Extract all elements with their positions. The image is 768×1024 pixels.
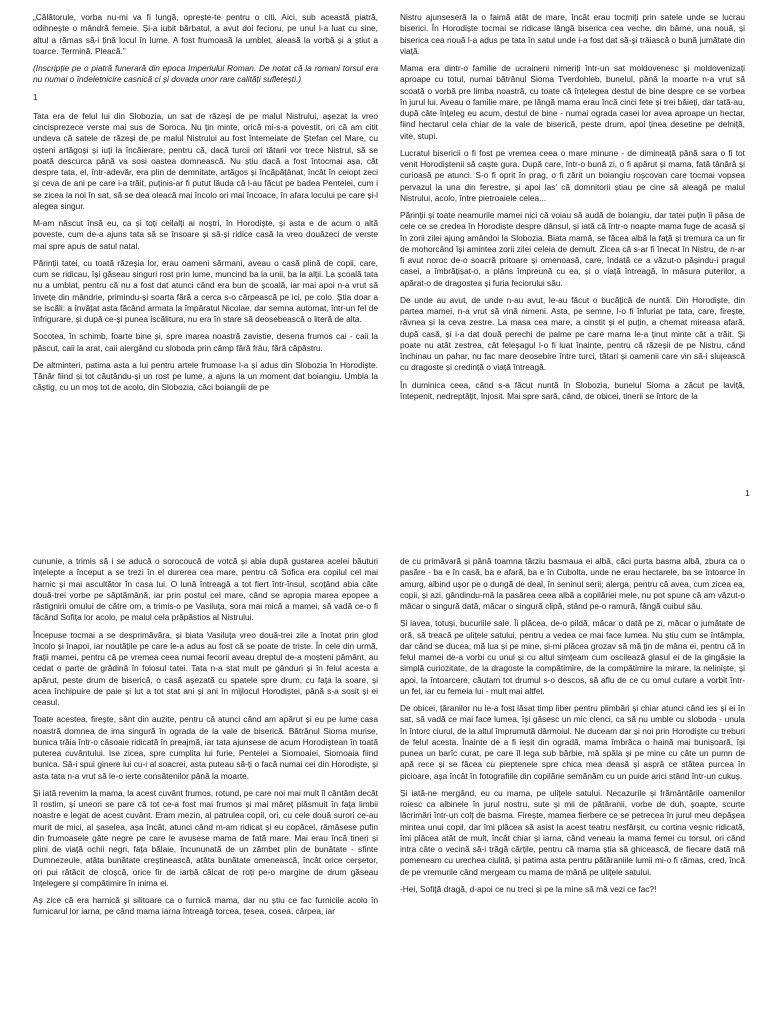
paragraph: Părinții tatei, cu toată răzeșia lor, erau oameni sărmani, aveau o casă plină de copii, care, cum se ridicau, își găseau singuri rost prin lume, muncind ba la unii, ba la alții. La școală tata nu a umblat, pentru că nu a fost dat atunci când era bun de școală, iar mai apoi n-a vrut să învețe din mândrie, primindu-și soarta fără a cerca s-o cârpească pe ici, pe colo. Știa doar a se iscăli: a învățat asta făcând armata la împăratul Nicolae, dar semna automat, într-un fel de înfrigurare, și după ce-și punea iscălitura, nu era în stare să deosebească o literă de alta. bbox=[33, 257, 378, 324]
paragraph: Mama era dintr-o familie de ucraineni nimeriți într-un sat moldovenesc și moldovenizați aproape cu totul, numai bătrânul Sioma Tverdohleb, bunelul, până la moarte n-a vrut să scoată o vorbă pre limba noastră, cu toate că înțelegea destul de bine despre ce se vorbea în jurul lui. Aveau o familie mare, pe lângă mama erau încă cinci fete și trei băieți, dar tată-au, după câte înțeleg eu acum, destul de bine - numai ograda casei lor avea aproape un hectar, fiind hectarul cela chiar de la vale de biserică, peste drum, apoi ținea desetine pe delniță, vite, stupi. bbox=[400, 63, 745, 141]
paragraph: De unde au avut, de unde n-au avut, le-au făcut o bucățică de nuntă. Din Horodiște, din partea mamei, n-a vrut să vină nimeni. Asta, pe semne, l-o fi înfuriat pe tata, care, firește, râvnea și la ceva zestre. La masa cea mare, a cinstit și el puțin, a chemat mireasa afară, după casă, și i-a dat două perechi de palme pe care mama le-a ținut minte cât a trăit. Și poate nu atât zestrea, cât feleșagul l-o fi luat înainte, pentru că răzeșii de pe Nistru, când închinau un pahar, nu fac mare deosebire între turci, tătari și oamenii care vin să-i slujească cu dragoste și credință o viață întreagă. bbox=[400, 294, 745, 373]
page-number: 1 bbox=[33, 91, 38, 102]
paragraph: -Hei, Sofiță dragă, d-apoi ce nu treci și pe la mine să mă vezi ce fac?! bbox=[400, 883, 657, 894]
paragraph: Nistru ajunseseră la o faimă atât de mare, încât erau tocmiți prin satele unde se lucrau biserici. În Horodiște tocmai se ridicase lângă biserica cea veche, din bârne, una nouă, și biserica cea nouă l-a adus pe tata în satul unde i-a fost dat să-și trăiască o bună jumătate din viață. bbox=[400, 12, 745, 56]
paragraph: Și iată-ne mergând, eu cu mama, pe ulițele satului. Necazurile și frământările oamenilor roiesc ca albinele în jurul nostru, sute și mii de pătăranii, vorbe de duh, șoapte, scurte lăcrimări într-un colț de basma. Firește, mamea fierbere ce se petrecea în jurul meu depășea mintea unui copil, dar îmi plăcea să asist la acest teatru nesfârșit, cu cortina veșnic ridicată, îmi plăcea atât de mult, încât chiar și iarna, când veneau la mama femei cu torsul, ori când intra câte o vecină să-i trăgă cărțile, pentru că mama știa să ghicească, de fiecare dată mă pomeneam cu urechea ciulită, și patima asta pentru pătăraniile lumii mi-o fi rămas, cred, încă de pe vremurile când mergeam cu mama de mână pe ulițele satului. bbox=[400, 787, 745, 877]
paragraph: Socotea, în schimb, foarte bine și, spre marea noastră zavistie, desena frumos cai - caii la păscut, caii la arat, caii alergând cu sloboda prin câmp fără frâu, fără căpăstru. bbox=[33, 331, 378, 353]
paragraph: De altminteri, patima asta a lui pentru artele frumoase l-a și adus din Slobozia în Horodiște. Tânăr fiind și tot căutându-și un rost pe lume, a ajuns la un moment dat boiangiu. Umbla la căștig, cu un moș tot de acolo, din Slobozia, căci boiangiii de pe bbox=[33, 359, 378, 393]
paragraph: Aș zice că era harnică și silitoare ca o furnică mama, dar nu știu ce fac furnicile acolo în furnicarul lor iarna, pe când mama iarna întreagă torcea, țesea, cosea, cârpea, iar bbox=[33, 895, 378, 917]
paragraph: de cu primăvară și până toamna târziu basmaua ei albă, căci purta basma albă, zbura ca o pasăre - ba e în casă, ba e afară, ba e în Cubolta, unde ne erau hectarele, ba se întoarce în amurg, albind ușor pe o dungă de deal, în seninul serii; alerga, pentru că avea, cum zicea ea, copii, și azi, gândindu-mă la pasărea ceea albă a copilăriei mele, nu pot spune că am văzut-o măcar o singură dată, măcar o singură clipă, stând pe-o ramură, fângă cuibul său. bbox=[400, 556, 745, 611]
paragraph: Și iată revenim la mama, la acest cuvânt frumos, rotund, pe care noi mai mult îl cântăm decât îl rostim, și uneori se pare că tot ce-a fost mai frumos și mai măreț plăsmuit în fața limbii noastre e legat de acest cuvânt. Eram mezin, al patrulea copil, ori, cu cele două surori ce-au murit de mici, al șaselea, așa încât, atunci când m-am ridicat și eu copăcel, rămăsese pufin din frumoasele gâte negre pe care le avusese mama de fată mare. Mai erau încă tineri și plini de viață ochii negri, fața bălaie, încununată de un zâmbet plin de bunătate - sfinte Dumnezeule, atâta bunătate creștinească, atâta bunătate omenească, încât orice cerșetor, ori pui rătăcit de cloșcă, orice fir de iarbă călcat de roți pe-o margine de drum găseau înțelegere și compătimire în inima ei. bbox=[33, 787, 378, 888]
paragraph: Și iavea, totuși, bucuriile sale. Îi plăcea, de-o pildă, măcar o dată pe zi, măcar o jumătate de oră, să treacă pe ulițele satului, pentru a vedea ce mai face lumea. Nu știu cum se întâmpla, dar când se ducea, mă lua și pe mine, și-mi plăcea grozav să mă țin de mâna ei, pentru că în felul mamei de-a vorbi cu unul și cu altul simțeam cum oscilează glasul ei de la gingășie la simplă curiozitate, de la dragoste la compătimire, de la compătimire la mirare, la neliniște, și apoi, la întoarcere, căutam tot drumul s-o descos, să aflu de ce cu omul cutare a vorbit într-un fel, iar cu femeia lui - mult mai altfel. bbox=[400, 618, 745, 696]
paragraph: Începuse tocmai a se desprimăvăra, și biata Vasiluța vreo două-trei zile a înotat prin glod încolo și înapoi, iar noutățile pe care le-a adus au fost că se poate de triste. În cele din urmă, frații mamei, pentru că pe vremea ceea numai fecorii aveau dreptul de-a moșteni pământ, au cedat o parte de grădină în folosul tatei. Tata n-a stat mult pe gânduri și în felul acesta a apărut, peste drum de biserică, o casă așezată cu spatele spre drum, cu fața la soare, și acea închipuire de paie și lut a tot stat ani și ani în mijlocul Horodiștei, până s-a sosit și ei ceasul. bbox=[33, 629, 378, 707]
epigraph: „Călătorule, vorba nu-mi va fi lungă, oprește-te pentru o citi. Aici, sub această piatră, odihnește o mândră femeie. Și-a iubit bărbatul, a avut doi fecioru, pe unul l-a luat cu sine, altul a rămas să-i țină locul în lume. A fost frumoasă la umblet, aleasă la vorbă și a știut a toarce. Termină. Pleacă.” bbox=[33, 12, 378, 56]
epigraph-note: (Inscripție pe o piatră funerară din epoca Imperiului Roman. De notat că la romani torsul era nu numai o îndeletnicire casnică ci și dovada unor rare calități sufletești.) bbox=[33, 63, 378, 85]
paragraph: Lucratul bisericii o fi fost pe vremea ceea o mare minune - de dimineață până sara o fi tot venit Horodiștenii să caște gura. După care, într-o bună zi, o fi apărut și mama, fată tânără și curioasă pe atunci. S-o fi oprit în prag, o fi zărit un boiangiu roșcovan care tocmai vopsea pervazul la una din ferestre, și apoi las' că domnitorii știau pe cine să aleagă pe malul Nistrului, acolo, între pietroaiele celea... bbox=[400, 147, 745, 203]
paragraph: Tata era de felul lui din Slobozia, un sat de răzeși de pe malul Nistrului, așezat la vreo cincisprezece verste mai sus de Soroca. Nu țin minte, orică mi-s-a povestit, ori că am citit undeva că satele de răzeși de pe malul Nistrului au fost întemeiate de Ștefan cel Mare, cu oșteni artăgoși și iuți la încăierare, pentru că, dacă turcii ori tătarii vor trece Nistrul, să se poată descurca până va sosi oastea domnească. Nu știu dacă a fost întocmai așa, căt despre tata, el, într-adevăr, era plin de demnitate, artăgos și încăpățânat, încât în ceiopt zeci și ceva de ani pe care i-a trăit, puținis-ar fi putut lăuda că l-au făcut pe badea Pentelei, cum i se zicea la noi în sat, să se dea oleacă mai încolo ori mai încoace, în afara locului pe care și-l alegea singur. bbox=[33, 110, 378, 211]
page-bottom-right bbox=[400, 556, 745, 1022]
paragraph: În duminica ceea, când s-a făcut nuntă în Slobozia, bunelul Sioma a zăcut pe laviță, întepenit, nedreptățit, înjosit. Mai spre sară, când, de obicei, tinerii se întorc de la bbox=[400, 379, 745, 401]
paragraph: M-am născut însă eu, ca și toți ceilalți ai noștri, în Horodiște, și asta e de acum o altă poveste, cum de-a ajuns tata să se însoare și să-și ridice casă la vreo douăzeci de verste mai spre apus de satul natal. bbox=[33, 218, 378, 251]
paragraph: cununie, a trimis să i se aducă o sorocoucă de votcă și abia după gustarea acelei băuturi înțelepte a început a se trezi în el durerea cea mare, pentru că Sofica era copilul cel mai harnic și mai ascultător în casa lui. O lună întreagă a tot fiert într-însul, scoțând abia câte două-trei vorbe pe săptămână, iar prin postul cel mare, când se apropia marea epopee a răstignirii omului de către om, a trimis-o pe Vasiluța, sora mai mică a mamei, să vadă ce-o fi făcând Sofița lor acolo, pe malul cela prăpăstios al Nistrului. bbox=[33, 556, 378, 623]
page-top-right bbox=[400, 12, 745, 520]
page-number: 1 bbox=[745, 488, 750, 498]
paragraph: Toate acestea, firește, sânt din auzite, pentru că atunci când am apărut și eu pe lume casa noastră domnea de ima singură în ograda de la vale de biserică. Bătrânul Sioma murise, bunica trăia într-o căsoaie ridicată în preajmă, iar tata ajunsese de acum Horodiștean în toată puterea cuvântului. Ise zicea, spre cumplita lui furie, Pentelei a Siomoaiei, Siomoaia fiind bunica. Să-i spui ginere lui cu-i al soacrei, asta puteau să-ți o facă numai cei din Horodiște, și asta tata n-a vrut să le-o ierte consătenilor până la moarte. bbox=[33, 714, 378, 781]
page-gap bbox=[0, 521, 768, 545]
paragraph: Părinții și toate neamurile mamei nici că voiau să audă de boiangiu, dar tatei puțin îi păsa de cele ce se credea în Horodiște despre dânsul, și iată că într-o noapte mama fuge de acasă și în zorii zilei ajung amândoi la Slobozia. Biata mamă, se făcea albă la față și tremura ca un fir de mohorcând își amintea zorii zilei celeia de demult. Zicea că s-ar fi înecat în Nistru, de n-ar fi avut noroc de-o soacră pritoare și omenoasă, care, îndată ce a văzut-o pășindu-i pragul casei, a îmbrățișat-o, a plâns împreună cu ea, și o viață întreagă, în măsura puterilor, a apărat-o de dragostea și furia feciorului său. bbox=[400, 210, 745, 288]
page-top-left bbox=[33, 12, 378, 520]
page-bottom-left bbox=[33, 556, 378, 1022]
paragraph: De obicei, țăranilor nu le-a fost lăsat timp liber pentru plimbări și chiar atunci când ies și ei în sat, să vadă ce mai face lumea, își găsesc un mic clenci, ca să nu umble cu sloboda - unula în întorc ciurul, de la altul împrumută dârmoiul. Ne duceam dar și noi prin Horodiște cu treburi de felul acesta. Înainte de a fi ieșit din ogradă, mama îmbrăca o haină mai bunișoară, își punea un barîc curat, pe care îl lega sub bărbie, mă spăla și pe mine cu câte un pumn de apă rece și se făcea cu pieptenele spre chica mea deasă și aspră ce stătea purcea în picioare, așa încât în fotografiile din copilărie semănăm cu un puide arici stând într-un cukuș. bbox=[400, 703, 745, 781]
